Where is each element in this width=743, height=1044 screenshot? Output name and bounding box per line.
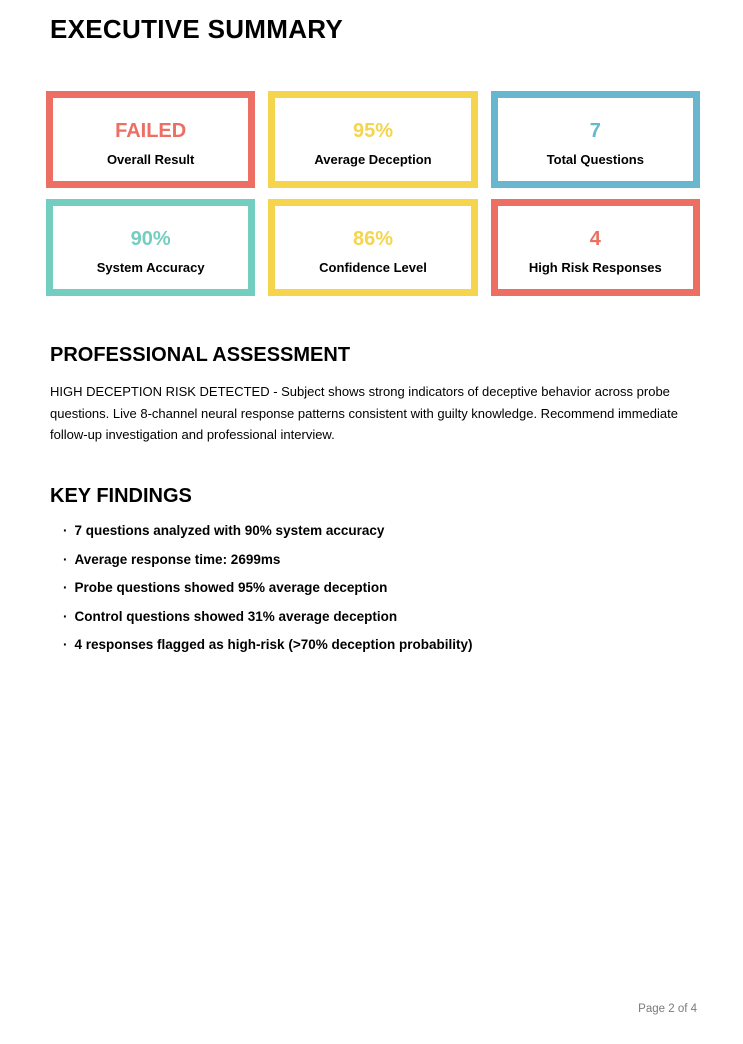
finding-text: Probe questions showed 95% average deception	[74, 580, 388, 596]
stat-card-total-questions	[491, 91, 700, 188]
finding-item	[63, 546, 472, 575]
assessment-body: HIGH DECEPTION RISK DETECTED - Subject shows strong indicators of deceptive behavior across probe questions. Live 8-channel neural response patterns consistent with guilty knowledge. Recommend immediate follow-up investigation and professional interview.	[50, 384, 678, 443]
stat-card-system-accuracy	[46, 199, 255, 296]
stat-value: 86%	[352, 228, 393, 250]
page-title: EXECUTIVE SUMMARY	[50, 14, 344, 44]
stat-card-high-risk-responses	[491, 199, 700, 296]
bullet-icon: ·	[63, 523, 68, 538]
finding-item	[63, 631, 472, 660]
bullet-icon: ·	[63, 551, 68, 567]
stat-card-grid	[46, 91, 700, 296]
stat-value: 90%	[130, 228, 171, 250]
stat-label: System Accuracy	[96, 260, 205, 275]
finding-text: 7 questions analyzed with 90% system accuracy	[74, 523, 385, 538]
stat-card-overall-result	[46, 91, 255, 188]
bullet-icon: ·	[63, 637, 68, 653]
finding-item	[63, 603, 472, 632]
assessment-heading: PROFESSIONAL ASSESSMENT	[50, 344, 351, 366]
bullet-icon: ·	[63, 608, 68, 624]
stat-value: 7	[589, 120, 601, 142]
findings-list	[63, 517, 472, 660]
stat-value: FAILED	[115, 120, 187, 142]
stat-label: Average Deception	[314, 152, 432, 167]
bullet-icon: ·	[63, 580, 68, 596]
finding-item	[63, 517, 472, 546]
stat-value: 4	[589, 228, 601, 250]
page-number: Page 2 of 4	[638, 1003, 697, 1015]
stat-card-average-deception	[268, 91, 477, 188]
stat-label: Confidence Level	[319, 260, 427, 275]
stat-label: High Risk Responses	[528, 260, 662, 275]
findings-heading: KEY FINDINGS	[50, 485, 192, 507]
stat-label: Overall Result	[106, 152, 195, 167]
stat-label: Total Questions	[546, 152, 644, 167]
finding-text: Control questions showed 31% average deception	[74, 608, 398, 624]
finding-text: 4 responses flagged as high-risk (>70% deception probability)	[74, 637, 473, 653]
finding-text: Average response time: 2699ms	[74, 551, 281, 567]
stat-card-confidence-level	[268, 199, 477, 296]
stat-value: 95%	[352, 120, 393, 142]
finding-item	[63, 574, 472, 603]
